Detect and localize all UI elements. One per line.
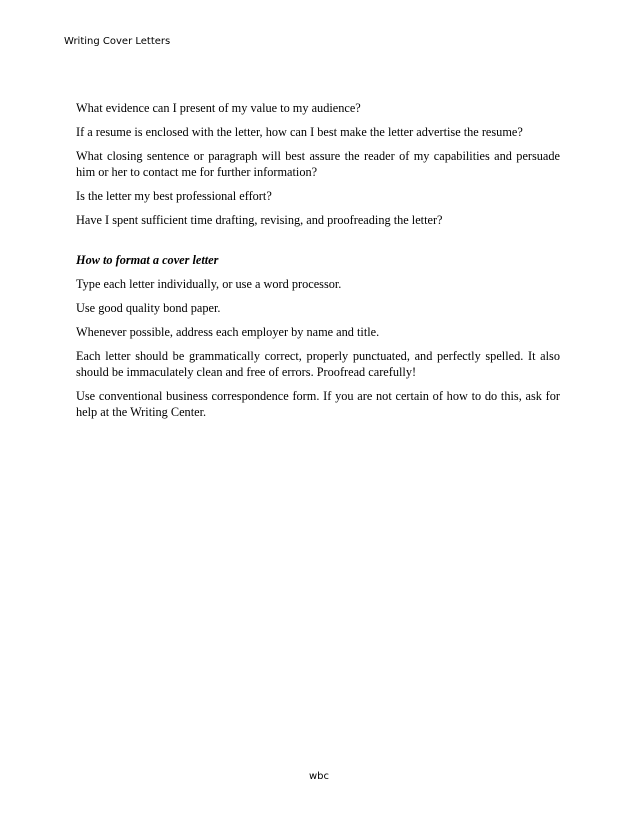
section-heading: How to format a cover letter xyxy=(76,253,219,267)
document-body xyxy=(76,100,560,428)
format-paragraph: Use good quality bond paper. xyxy=(76,301,221,315)
question-paragraph: Have I spent sufficient time drafting, revising, and proofreading the letter? xyxy=(76,213,443,227)
question-paragraph: Is the letter my best professional effort? xyxy=(76,189,272,203)
page-header: Writing Cover Letters xyxy=(64,36,171,47)
question-paragraph: If a resume is enclosed with the letter, how can I best make the letter advertise the resume? xyxy=(76,125,523,139)
section-spacer xyxy=(76,236,560,252)
question-paragraph: What closing sentence or paragraph will best assure the reader of my capabilities and persuade him or her to contact me for further information? xyxy=(76,149,560,179)
format-paragraph: Each letter should be grammatically correct, properly punctuated, and perfectly spelled. It also should be immaculately clean and free of errors. Proofread carefully! xyxy=(76,349,560,379)
question-paragraph: What evidence can I present of my value to my audience? xyxy=(76,101,361,115)
page-footer: wbc xyxy=(308,771,330,782)
format-paragraph: Use conventional business correspondence form. If you are not certain of how to do this, ask for help at the Writing Center. xyxy=(76,389,560,419)
format-paragraph: Type each letter individually, or use a word processor. xyxy=(76,277,342,291)
format-paragraph: Whenever possible, address each employer by name and title. xyxy=(76,325,380,339)
